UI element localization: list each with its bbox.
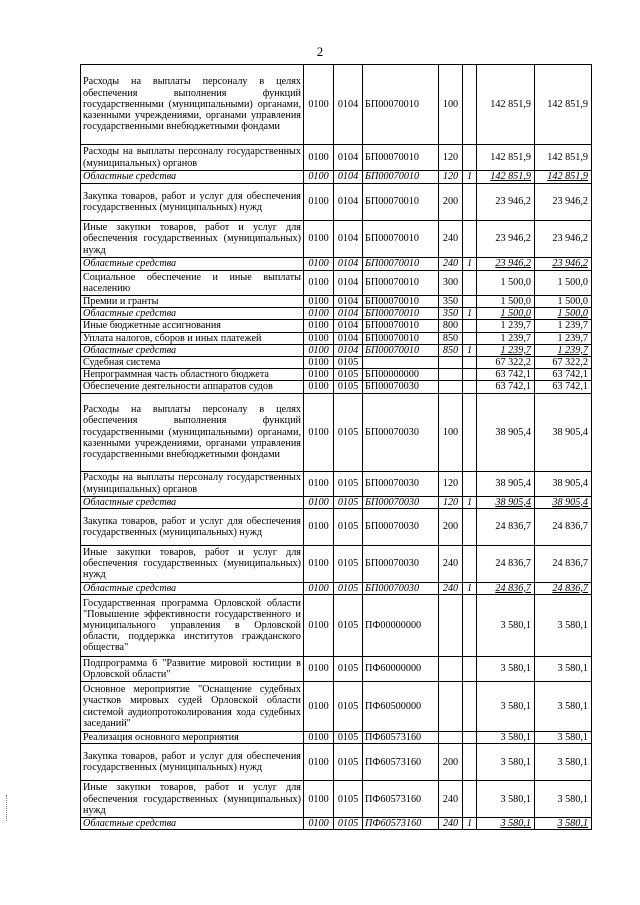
cell-section: 0100 xyxy=(304,320,334,332)
table-row xyxy=(81,781,592,818)
cell-name: Областные средства xyxy=(81,496,304,508)
cell-subsection: 0105 xyxy=(334,369,363,381)
cell-subsection: 0104 xyxy=(334,296,363,308)
cell-expense-type: 240 xyxy=(439,258,463,271)
cell-expense-type: 800 xyxy=(439,320,463,332)
cell-source xyxy=(463,508,477,545)
table-row xyxy=(81,65,592,145)
cell-expense-type: 300 xyxy=(439,271,463,296)
cell-amount-2: 24 836,7 xyxy=(535,508,592,545)
cell-amount-2: 142 851,9 xyxy=(535,171,592,184)
cell-expense-type: 120 xyxy=(439,171,463,184)
cell-section: 0100 xyxy=(304,184,334,221)
cell-name: Расходы на выплаты персоналу в целях обеспечения выполнения функций государственными (муниципальными) органами, казенными учреждениями, органами управления государственными внебюджетными фондами xyxy=(81,393,304,471)
cell-amount-1: 23 946,2 xyxy=(477,221,535,258)
cell-amount-2: 38 905,4 xyxy=(535,471,592,496)
cell-target-article: БП00070010 xyxy=(363,296,439,308)
cell-source xyxy=(463,320,477,332)
margin-mark xyxy=(6,795,10,821)
cell-name: Основное мероприятие "Оснащение судебных участков мировых судей Орловской области системой аудиопротоколирования хода судебных заседаний" xyxy=(81,682,304,732)
table-row xyxy=(81,818,592,830)
cell-amount-2: 1 239,7 xyxy=(535,344,592,356)
cell-section: 0100 xyxy=(304,271,334,296)
cell-expense-type xyxy=(439,682,463,732)
cell-amount-2: 63 742,1 xyxy=(535,381,592,393)
cell-target-article: БП00070010 xyxy=(363,145,439,171)
cell-subsection: 0104 xyxy=(334,145,363,171)
cell-subsection: 0104 xyxy=(334,320,363,332)
cell-amount-1: 3 580,1 xyxy=(477,732,535,744)
cell-section: 0100 xyxy=(304,682,334,732)
table-row xyxy=(81,332,592,344)
cell-target-article: БП00070010 xyxy=(363,332,439,344)
cell-name: Расходы на выплаты персоналу государственных (муниципальных) органов xyxy=(81,471,304,496)
table-row xyxy=(81,320,592,332)
cell-source: 1 xyxy=(463,258,477,271)
cell-amount-2: 24 836,7 xyxy=(535,582,592,594)
cell-subsection: 0105 xyxy=(334,471,363,496)
cell-expense-type: 240 xyxy=(439,221,463,258)
cell-expense-type: 850 xyxy=(439,344,463,356)
cell-source: 1 xyxy=(463,344,477,356)
cell-target-article: БП00070010 xyxy=(363,171,439,184)
budget-table xyxy=(80,64,592,830)
cell-amount-1: 23 946,2 xyxy=(477,184,535,221)
cell-section: 0100 xyxy=(304,357,334,369)
page-number: 2 xyxy=(316,44,324,59)
cell-name: Премии и гранты xyxy=(81,296,304,308)
cell-subsection: 0104 xyxy=(334,184,363,221)
cell-expense-type: 850 xyxy=(439,332,463,344)
cell-section: 0100 xyxy=(304,732,334,744)
table-row xyxy=(81,595,592,657)
cell-target-article: БП00070010 xyxy=(363,65,439,145)
cell-target-article: БП00070030 xyxy=(363,496,439,508)
cell-amount-2: 3 580,1 xyxy=(535,595,592,657)
cell-target-article: БП00070010 xyxy=(363,271,439,296)
cell-expense-type: 240 xyxy=(439,818,463,830)
cell-amount-2: 142 851,9 xyxy=(535,65,592,145)
cell-subsection: 0105 xyxy=(334,732,363,744)
cell-source xyxy=(463,221,477,258)
cell-subsection: 0105 xyxy=(334,744,363,781)
table-row xyxy=(81,357,592,369)
cell-section: 0100 xyxy=(304,332,334,344)
cell-target-article: БП00070030 xyxy=(363,393,439,471)
cell-name: Иные бюджетные ассигнования xyxy=(81,320,304,332)
cell-name: Судебная система xyxy=(81,357,304,369)
table-row xyxy=(81,744,592,781)
cell-amount-2: 67 322,2 xyxy=(535,357,592,369)
cell-subsection: 0104 xyxy=(334,221,363,258)
cell-amount-2: 3 580,1 xyxy=(535,682,592,732)
cell-source: 1 xyxy=(463,582,477,594)
cell-amount-1: 23 946,2 xyxy=(477,258,535,271)
cell-name: Областные средства xyxy=(81,582,304,594)
table-row xyxy=(81,471,592,496)
cell-amount-1: 3 580,1 xyxy=(477,818,535,830)
cell-subsection: 0104 xyxy=(334,308,363,320)
table-row xyxy=(81,496,592,508)
cell-name: Расходы на выплаты персоналу в целях обеспечения выполнения функций государственными (муниципальными) органами, казенными учреждениями, органами управления государственными внебюджетными фондами xyxy=(81,65,304,145)
cell-section: 0100 xyxy=(304,595,334,657)
cell-target-article: БП00070030 xyxy=(363,381,439,393)
cell-amount-2: 24 836,7 xyxy=(535,545,592,582)
table-row xyxy=(81,258,592,271)
cell-source xyxy=(463,65,477,145)
cell-target-article: ПФ60573160 xyxy=(363,744,439,781)
cell-source xyxy=(463,184,477,221)
cell-amount-1: 24 836,7 xyxy=(477,582,535,594)
cell-source xyxy=(463,145,477,171)
cell-source xyxy=(463,296,477,308)
cell-source: 1 xyxy=(463,496,477,508)
cell-name: Иные закупки товаров, работ и услуг для обеспечения государственных (муниципальных) нужд xyxy=(81,545,304,582)
cell-amount-1: 142 851,9 xyxy=(477,145,535,171)
cell-source xyxy=(463,682,477,732)
table-row xyxy=(81,369,592,381)
cell-name: Иные закупки товаров, работ и услуг для обеспечения государственных (муниципальных) нужд xyxy=(81,221,304,258)
cell-amount-1: 67 322,2 xyxy=(477,357,535,369)
cell-section: 0100 xyxy=(304,258,334,271)
cell-target-article: БП00070010 xyxy=(363,221,439,258)
cell-target-article: ПФ60573160 xyxy=(363,732,439,744)
cell-source xyxy=(463,781,477,818)
table-row xyxy=(81,545,592,582)
cell-subsection: 0105 xyxy=(334,381,363,393)
cell-expense-type: 350 xyxy=(439,308,463,320)
cell-amount-1: 63 742,1 xyxy=(477,381,535,393)
cell-expense-type xyxy=(439,381,463,393)
cell-amount-2: 3 580,1 xyxy=(535,744,592,781)
cell-amount-1: 24 836,7 xyxy=(477,545,535,582)
cell-name: Закупка товаров, работ и услуг для обеспечения государственных (муниципальных) нужд xyxy=(81,744,304,781)
cell-amount-2: 3 580,1 xyxy=(535,818,592,830)
cell-amount-1: 142 851,9 xyxy=(477,171,535,184)
cell-section: 0100 xyxy=(304,496,334,508)
cell-target-article: БП00070030 xyxy=(363,471,439,496)
cell-subsection: 0104 xyxy=(334,258,363,271)
cell-name: Закупка товаров, работ и услуг для обеспечения государственных (муниципальных) нужд xyxy=(81,184,304,221)
cell-name: Областные средства xyxy=(81,344,304,356)
cell-section: 0100 xyxy=(304,344,334,356)
cell-amount-2: 3 580,1 xyxy=(535,732,592,744)
cell-amount-2: 63 742,1 xyxy=(535,369,592,381)
cell-subsection: 0105 xyxy=(334,508,363,545)
cell-source xyxy=(463,393,477,471)
cell-name: Областные средства xyxy=(81,818,304,830)
cell-source xyxy=(463,471,477,496)
cell-section: 0100 xyxy=(304,818,334,830)
cell-target-article xyxy=(363,357,439,369)
cell-expense-type: 100 xyxy=(439,393,463,471)
cell-expense-type xyxy=(439,369,463,381)
cell-section: 0100 xyxy=(304,781,334,818)
cell-source xyxy=(463,744,477,781)
cell-amount-1: 3 580,1 xyxy=(477,682,535,732)
cell-expense-type: 100 xyxy=(439,65,463,145)
cell-expense-type: 120 xyxy=(439,145,463,171)
cell-section: 0100 xyxy=(304,369,334,381)
cell-name: Подпрограмма 6 "Развитие мировой юстиции в Орловской области" xyxy=(81,657,304,682)
cell-subsection: 0105 xyxy=(334,545,363,582)
cell-expense-type: 200 xyxy=(439,508,463,545)
cell-target-article: ПФ00000000 xyxy=(363,595,439,657)
cell-amount-2: 1 500,0 xyxy=(535,296,592,308)
cell-target-article: ПФ60573160 xyxy=(363,781,439,818)
table-row xyxy=(81,145,592,171)
cell-section: 0100 xyxy=(304,296,334,308)
cell-target-article: БП00070010 xyxy=(363,258,439,271)
table-row xyxy=(81,221,592,258)
cell-source: 1 xyxy=(463,308,477,320)
table-row xyxy=(81,657,592,682)
cell-name: Государственная программа Орловской области "Повышение эффективности государственного и муниципального управления в Орловской области, поддержка институтов гражданского общества" xyxy=(81,595,304,657)
cell-amount-1: 1 500,0 xyxy=(477,308,535,320)
table-row xyxy=(81,732,592,744)
cell-source: 1 xyxy=(463,171,477,184)
cell-source xyxy=(463,271,477,296)
cell-subsection: 0105 xyxy=(334,393,363,471)
cell-source xyxy=(463,369,477,381)
cell-amount-1: 38 905,4 xyxy=(477,496,535,508)
cell-subsection: 0104 xyxy=(334,65,363,145)
cell-amount-2: 3 580,1 xyxy=(535,657,592,682)
cell-amount-2: 23 946,2 xyxy=(535,258,592,271)
cell-subsection: 0105 xyxy=(334,496,363,508)
cell-section: 0100 xyxy=(304,65,334,145)
cell-subsection: 0105 xyxy=(334,682,363,732)
table-row xyxy=(81,682,592,732)
cell-section: 0100 xyxy=(304,221,334,258)
table-row xyxy=(81,271,592,296)
cell-target-article: БП00000000 xyxy=(363,369,439,381)
cell-expense-type: 240 xyxy=(439,582,463,594)
table-row xyxy=(81,381,592,393)
cell-target-article: БП00070010 xyxy=(363,320,439,332)
cell-source xyxy=(463,595,477,657)
cell-target-article: БП00070010 xyxy=(363,184,439,221)
cell-subsection: 0105 xyxy=(334,357,363,369)
cell-source xyxy=(463,381,477,393)
cell-subsection: 0105 xyxy=(334,781,363,818)
cell-source xyxy=(463,657,477,682)
cell-amount-2: 23 946,2 xyxy=(535,184,592,221)
table-row xyxy=(81,582,592,594)
cell-name: Обеспечение деятельности аппаратов судов xyxy=(81,381,304,393)
cell-amount-2: 142 851,9 xyxy=(535,145,592,171)
cell-expense-type: 200 xyxy=(439,744,463,781)
cell-amount-1: 38 905,4 xyxy=(477,471,535,496)
cell-section: 0100 xyxy=(304,393,334,471)
cell-amount-1: 1 500,0 xyxy=(477,296,535,308)
cell-amount-2: 23 946,2 xyxy=(535,221,592,258)
cell-name: Областные средства xyxy=(81,171,304,184)
cell-subsection: 0104 xyxy=(334,344,363,356)
cell-name: Закупка товаров, работ и услуг для обеспечения государственных (муниципальных) нужд xyxy=(81,508,304,545)
cell-subsection: 0104 xyxy=(334,171,363,184)
cell-section: 0100 xyxy=(304,381,334,393)
cell-expense-type xyxy=(439,357,463,369)
cell-name: Социальное обеспечение и иные выплаты населению xyxy=(81,271,304,296)
cell-amount-1: 3 580,1 xyxy=(477,595,535,657)
cell-section: 0100 xyxy=(304,582,334,594)
cell-amount-1: 38 905,4 xyxy=(477,393,535,471)
cell-source xyxy=(463,545,477,582)
cell-amount-1: 1 239,7 xyxy=(477,320,535,332)
cell-expense-type: 350 xyxy=(439,296,463,308)
cell-amount-2: 1 239,7 xyxy=(535,332,592,344)
cell-subsection: 0104 xyxy=(334,332,363,344)
cell-name: Иные закупки товаров, работ и услуг для обеспечения государственных (муниципальных) нужд xyxy=(81,781,304,818)
cell-amount-1: 1 500,0 xyxy=(477,271,535,296)
table-row xyxy=(81,308,592,320)
cell-subsection: 0105 xyxy=(334,582,363,594)
cell-amount-2: 1 239,7 xyxy=(535,320,592,332)
cell-name: Непрограммная часть областного бюджета xyxy=(81,369,304,381)
cell-section: 0100 xyxy=(304,471,334,496)
cell-expense-type xyxy=(439,732,463,744)
cell-name: Расходы на выплаты персоналу государственных (муниципальных) органов xyxy=(81,145,304,171)
cell-amount-2: 1 500,0 xyxy=(535,271,592,296)
cell-subsection: 0105 xyxy=(334,657,363,682)
cell-expense-type xyxy=(439,657,463,682)
cell-section: 0100 xyxy=(304,657,334,682)
cell-target-article: БП00070030 xyxy=(363,582,439,594)
cell-subsection: 0105 xyxy=(334,595,363,657)
cell-section: 0100 xyxy=(304,545,334,582)
cell-section: 0100 xyxy=(304,145,334,171)
cell-target-article: БП00070010 xyxy=(363,308,439,320)
table-row xyxy=(81,344,592,356)
cell-source xyxy=(463,732,477,744)
cell-target-article: БП00070030 xyxy=(363,508,439,545)
cell-expense-type: 200 xyxy=(439,184,463,221)
cell-target-article: БП00070010 xyxy=(363,344,439,356)
cell-expense-type: 240 xyxy=(439,545,463,582)
cell-target-article: ПФ60000000 xyxy=(363,657,439,682)
cell-source xyxy=(463,332,477,344)
table-row xyxy=(81,171,592,184)
cell-source: 1 xyxy=(463,818,477,830)
cell-name: Областные средства xyxy=(81,308,304,320)
cell-name: Реализация основного мероприятия xyxy=(81,732,304,744)
cell-name: Областные средства xyxy=(81,258,304,271)
cell-section: 0100 xyxy=(304,308,334,320)
cell-subsection: 0104 xyxy=(334,271,363,296)
table-row xyxy=(81,296,592,308)
cell-amount-1: 24 836,7 xyxy=(477,508,535,545)
cell-section: 0100 xyxy=(304,744,334,781)
cell-amount-1: 1 239,7 xyxy=(477,332,535,344)
table-row xyxy=(81,508,592,545)
cell-amount-1: 142 851,9 xyxy=(477,65,535,145)
cell-amount-1: 3 580,1 xyxy=(477,657,535,682)
table-row xyxy=(81,393,592,471)
cell-subsection: 0105 xyxy=(334,818,363,830)
cell-expense-type xyxy=(439,595,463,657)
cell-target-article: БП00070030 xyxy=(363,545,439,582)
cell-amount-1: 3 580,1 xyxy=(477,781,535,818)
cell-amount-1: 3 580,1 xyxy=(477,744,535,781)
cell-expense-type: 120 xyxy=(439,471,463,496)
cell-target-article: ПФ60573160 xyxy=(363,818,439,830)
cell-amount-1: 1 239,7 xyxy=(477,344,535,356)
cell-amount-2: 3 580,1 xyxy=(535,781,592,818)
cell-amount-2: 1 500,0 xyxy=(535,308,592,320)
cell-name: Уплата налогов, сборов и иных платежей xyxy=(81,332,304,344)
cell-source xyxy=(463,357,477,369)
cell-amount-1: 63 742,1 xyxy=(477,369,535,381)
table-row xyxy=(81,184,592,221)
cell-expense-type: 120 xyxy=(439,496,463,508)
cell-amount-2: 38 905,4 xyxy=(535,393,592,471)
cell-amount-2: 38 905,4 xyxy=(535,496,592,508)
cell-section: 0100 xyxy=(304,171,334,184)
cell-section: 0100 xyxy=(304,508,334,545)
cell-target-article: ПФ60500000 xyxy=(363,682,439,732)
cell-expense-type: 240 xyxy=(439,781,463,818)
